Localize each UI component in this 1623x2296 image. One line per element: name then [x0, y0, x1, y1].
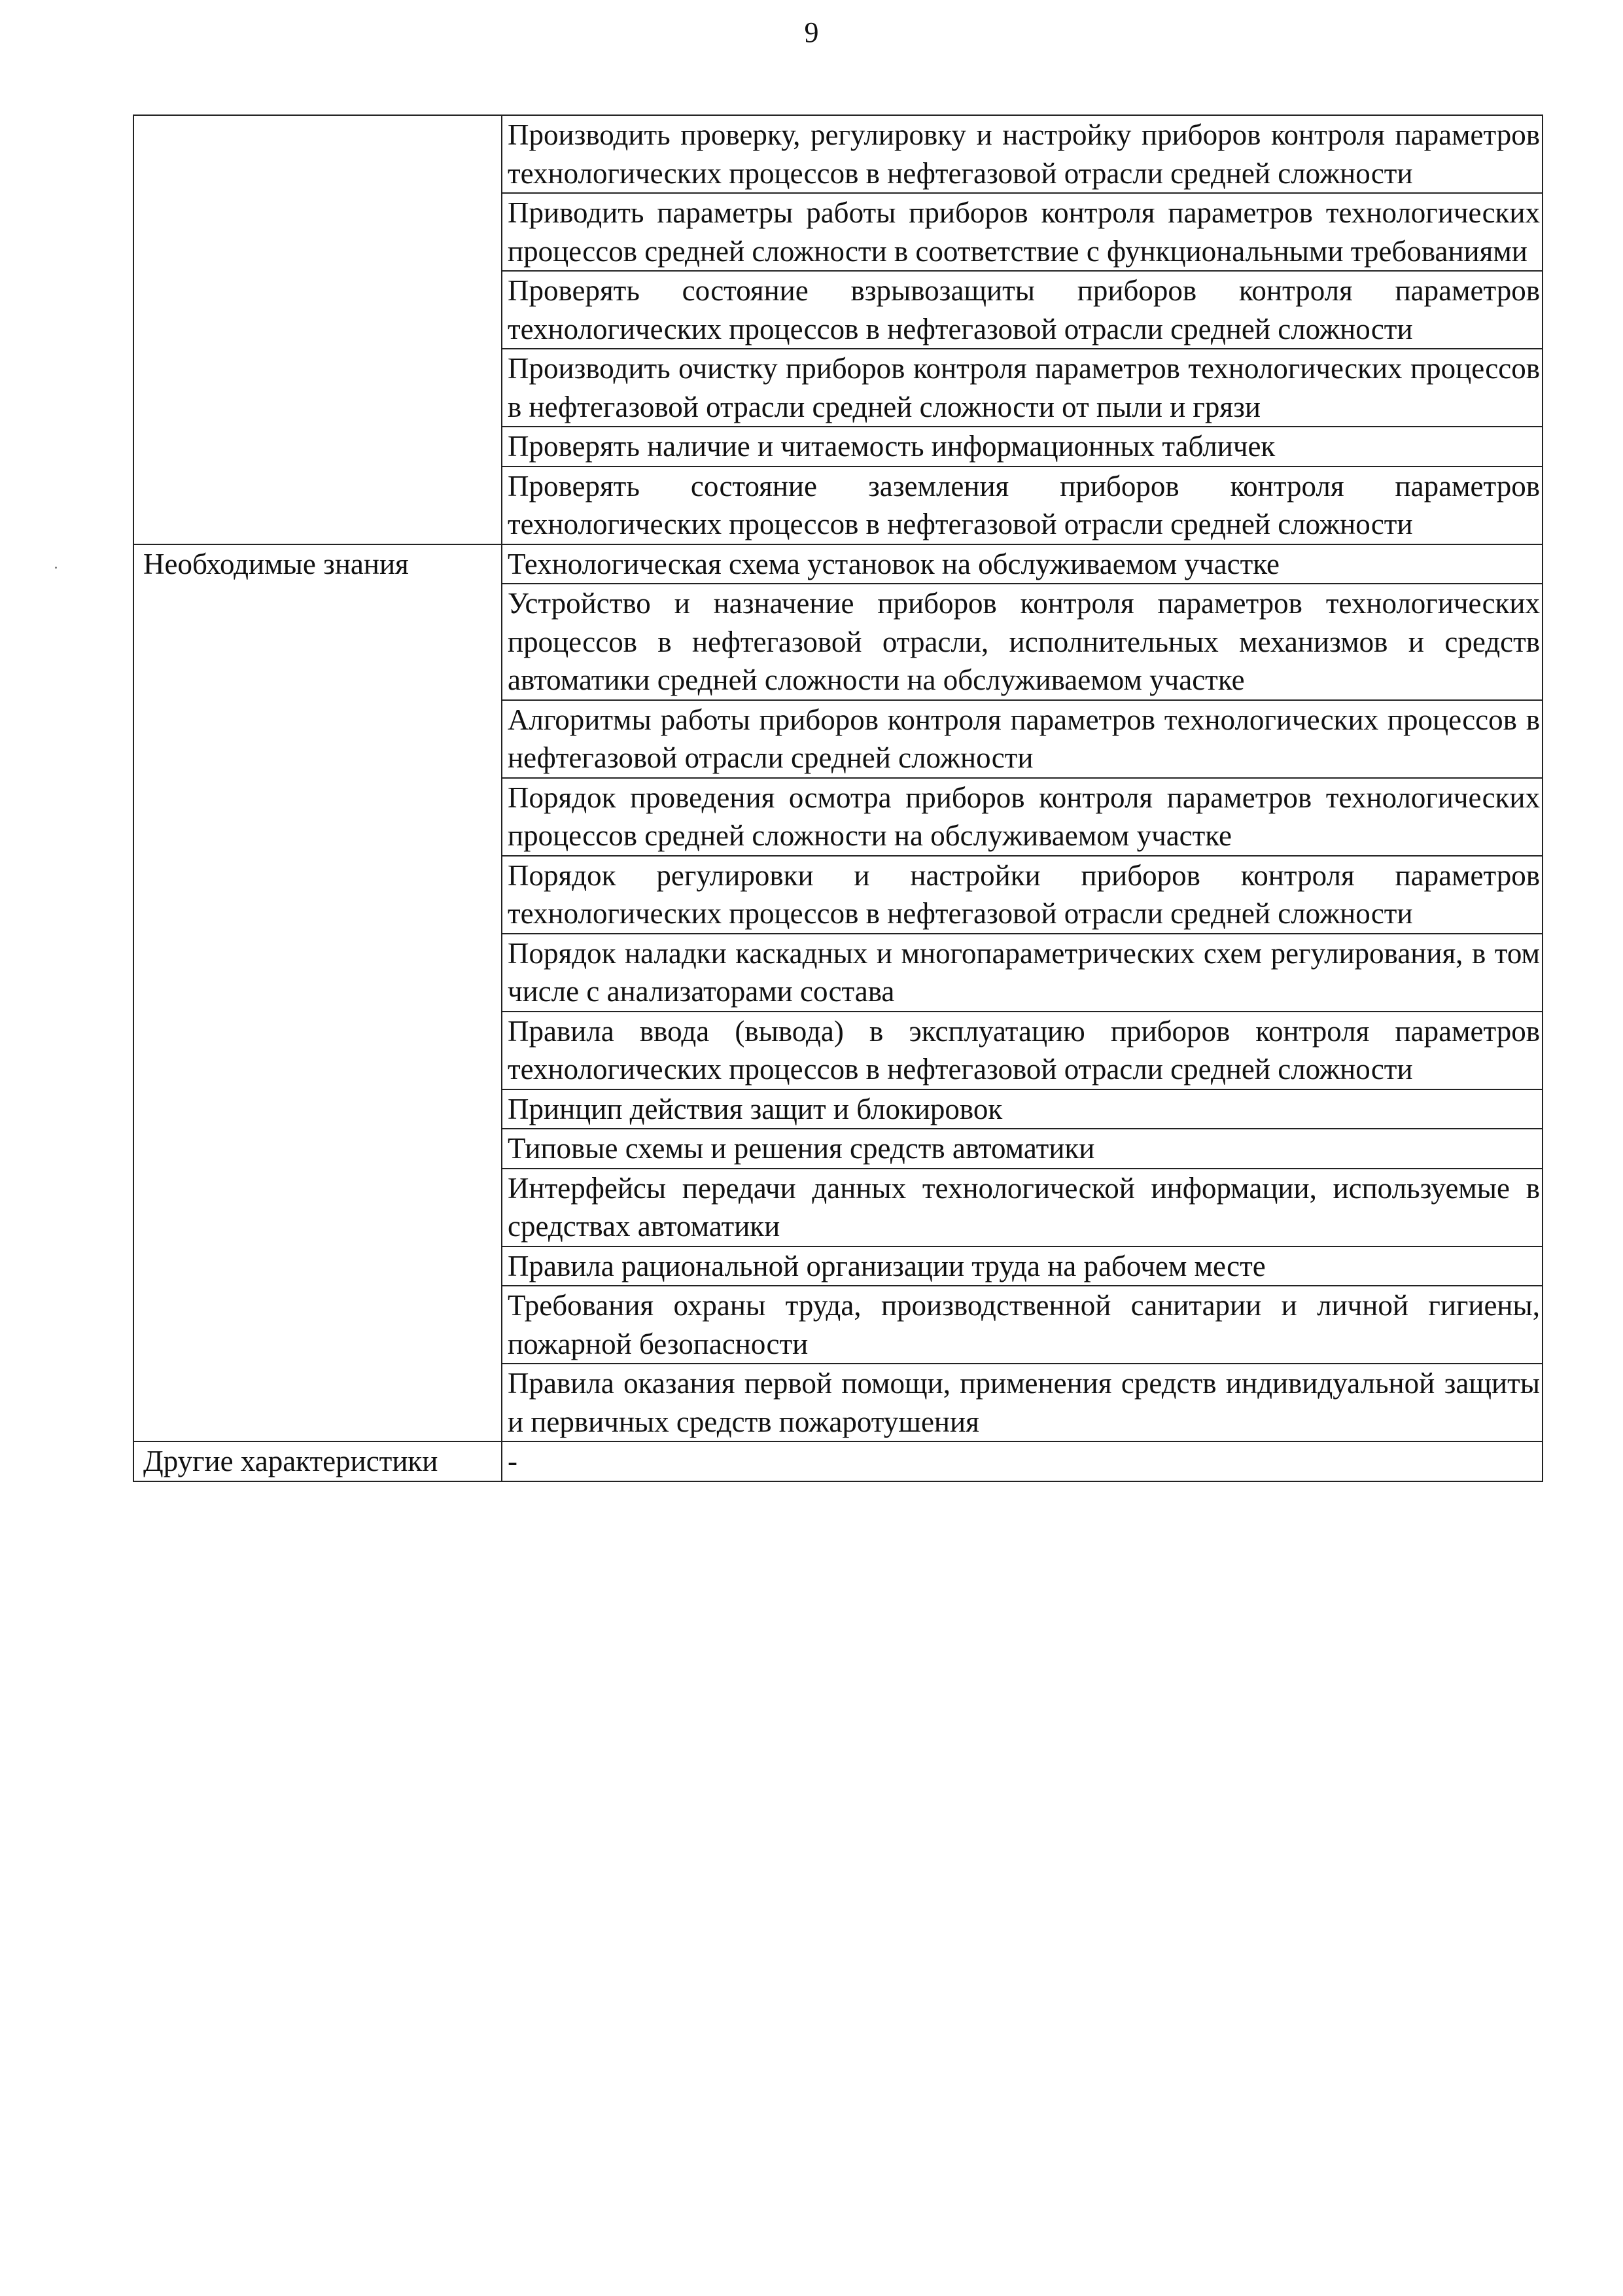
table-cell-skill: Производить очистку приборов контроля параметров технологических процессов в нефтегазовой отрасли средней сложности от пыли и грязи — [502, 349, 1543, 427]
table-cell-knowledge: Интерфейсы передачи данных технологической информации, используемые в средствах автоматики — [502, 1169, 1543, 1246]
other-characteristics-label: Другие характеристики — [133, 1441, 502, 1481]
table-row — [133, 1441, 1543, 1481]
other-characteristics-value: - — [502, 1441, 1543, 1481]
table-cell-knowledge: Порядок наладки каскадных и многопараметрических схем регулирования, в том числе с анализаторами состава — [502, 934, 1543, 1012]
table-cell-knowledge: Алгоритмы работы приборов контроля параметров технологических процессов в нефтегазовой отрасли средней сложности — [502, 700, 1543, 778]
table-cell-knowledge: Правила ввода (вывода) в эксплуатацию приборов контроля параметров технологических процессов в нефтегазовой отрасли средней сложности — [502, 1012, 1543, 1089]
table-cell-knowledge: Типовые схемы и решения средств автоматики — [502, 1129, 1543, 1169]
competency-table — [133, 115, 1543, 1482]
scan-speck — [55, 567, 57, 569]
table-cell-knowledge: Порядок регулировки и настройки приборов контроля параметров технологических процессов в нефтегазовой отрасли средней сложности — [502, 856, 1543, 934]
table-cell-knowledge: Правила рациональной организации труда на рабочем месте — [502, 1246, 1543, 1286]
table-cell-knowledge: Устройство и назначение приборов контроля параметров технологических процессов в нефтегазовой отрасли, исполнительных механизмов и средств автоматики средней сложности на обслуживаемом участке — [502, 584, 1543, 700]
table-row — [133, 115, 1543, 193]
table-cell-skill: Приводить параметры работы приборов контроля параметров технологических процессов средней сложности в соответствие с функциональными требованиями — [502, 193, 1543, 271]
table-cell-knowledge: Технологическая схема установок на обслуживаемом участке — [502, 544, 1543, 584]
table-cell-knowledge: Порядок проведения осмотра приборов контроля параметров технологических процессов средней сложности на обслуживаемом участке — [502, 778, 1543, 856]
table-cell-skill: Производить проверку, регулировку и настройку приборов контроля параметров технологических процессов в нефтегазовой отрасли средней сложности — [502, 115, 1543, 193]
knowledge-label: Необходимые знания — [133, 544, 502, 1442]
table-cell-knowledge: Правила оказания первой помощи, применения средств индивидуальной защиты и первичных средств пожаротушения — [502, 1364, 1543, 1441]
page-number: 9 — [804, 16, 819, 48]
table-cell-skill: Проверять состояние взрывозащиты приборов контроля параметров технологических процессов в нефтегазовой отрасли средней сложности — [502, 271, 1543, 349]
continued-label-cell — [133, 115, 502, 544]
table-cell-skill: Проверять состояние заземления приборов контроля параметров технологических процессов в нефтегазовой отрасли средней сложности — [502, 467, 1543, 544]
table-cell-knowledge: Требования охраны труда, производственной санитарии и личной гигиены, пожарной безопасности — [502, 1286, 1543, 1364]
table-row — [133, 544, 1543, 584]
table-cell-skill: Проверять наличие и читаемость информационных табличек — [502, 427, 1543, 467]
table-cell-knowledge: Принцип действия защит и блокировок — [502, 1089, 1543, 1129]
